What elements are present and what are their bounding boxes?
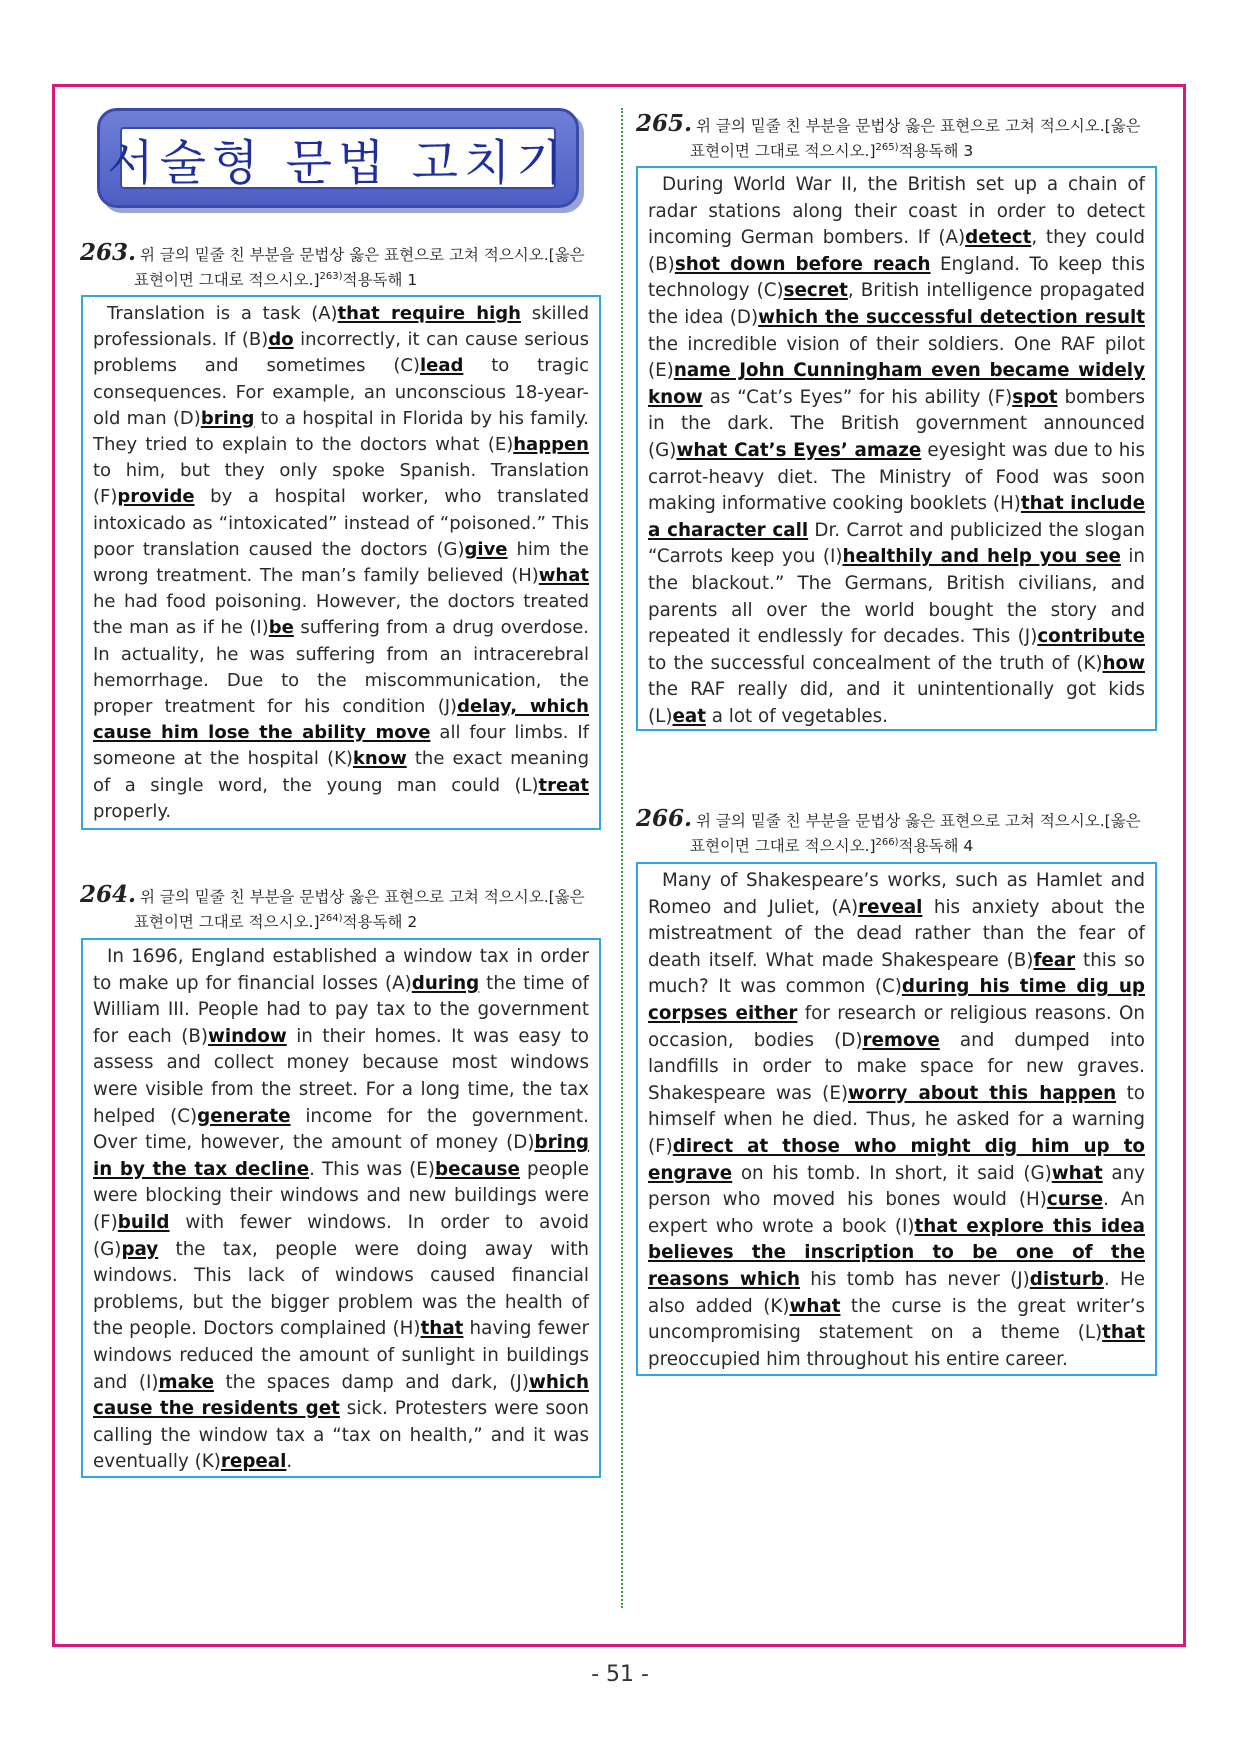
underlined-target: provide [117,486,195,508]
instruction-line-2: 표현이면 그대로 적으시오.] [690,142,876,161]
underlined-target: what [789,1295,841,1317]
passage-text: During World War II, the British set up a chain of radar stations along their coast in order to detect incoming German bombers. If (A)detect, they could (B)shot down before reach England. To keep this technology (C)secret, British intelligence propagated the idea (D)which the successful detection result the incredible vision of their soldiers. One RAF pilot (E)name John Cunningham even became widely know as “Cat’s Eyes” for his ability (F)spot bombers in the dark. The British government announced (G)what Cat’s Eyes’ amaze eyesight was due to his carrot-heavy diet. The Ministry of Food was soon making informative cooking booklets (H)that include a character call Dr. Carrot and publicized the slogan “Carrots keep you (I)healthily and help you see in the blackout.” The Germans, British civilians, and parents all over the world bought the story and repeated it endlessly for decades. This (J)contribute to the successful concealment of the truth of (K)how the RAF really did, and it unintentionally got kids (L)eat a lot of vegetables. [648,174,1146,727]
page-title: 서술형 문법 고치기 [107,134,569,191]
question-number: 266. [636,805,693,832]
underlined-target: name John Cunningham even became widely know [648,360,1145,408]
question-266-header [636,805,1141,857]
passage-box-264 [81,938,601,1478]
question-number: 263. [80,239,137,266]
underlined-target: generate [197,1105,291,1127]
underlined-target: because [435,1158,520,1180]
underlined-target: bring in by the tax decline [93,1132,589,1180]
underlined-target: disturb [1029,1268,1104,1290]
underlined-target: do [268,329,294,351]
underlined-target: eat [672,705,706,727]
source-label: 적용독해 1 [342,271,418,290]
instruction-line-1: 위 글의 밑줄 친 부분을 문법상 옳은 표현으로 고쳐 적으시오.[옳은 [696,117,1141,135]
question-number: 264. [80,881,137,908]
underlined-target: that explore this idea believes the inscription to be one of the reasons which [648,1215,1145,1290]
underlined-target: know [352,748,407,770]
underlined-target: that [1102,1322,1145,1344]
underlined-target: bring [200,407,255,429]
passage-text: In 1696, England established a window tax in order to make up for financial losses (A)during the time of William III. People had to pay tax to the government for each (B)window in their homes. It was easy to assess and collect money because most windows were visible from the street. For a long time, the tax helped (C)generate income for the government. Over time, however, the amount of money (D)bring in by the tax decline. This was (E)because people were blocking their windows and new buildings were (F)build with fewer windows. In order to avoid (G)pay the tax, people were doing away with windows. This lack of windows caused financial problems, but the bigger problem was the health of the people. Doctors complained (H)that having fewer windows reduced the amount of sunlight in buildings and (I)make the spaces damp and dark, (J)which cause the residents get sick. Protesters were soon calling the window tax a “tax on health,” and it was eventually (K)repeal. [93,946,590,1473]
passage-box-266 [636,862,1157,1376]
underlined-target: fear [1033,949,1076,971]
source-label: 적용독해 4 [898,837,974,856]
question-number: 265. [636,110,693,137]
footnote-ref: 266) [875,837,899,848]
underlined-target: lead [419,355,464,377]
underlined-target: that include a character call [648,493,1145,541]
source-label: 적용독해 2 [342,913,418,932]
footnote-ref: 263) [319,271,343,282]
underlined-target: which the successful detection result [758,306,1145,328]
underlined-target: pay [121,1238,159,1260]
underlined-target: give [464,538,508,560]
underlined-target: build [117,1211,170,1233]
underlined-target: direct at those who might dig him up to engrave [648,1135,1145,1184]
underlined-target: what [538,565,589,587]
underlined-target: reveal [858,896,923,918]
underlined-target: worry about this happen [848,1082,1117,1104]
instruction-line-2: 표현이면 그대로 적으시오.] [134,913,320,932]
underlined-target: repeal [220,1451,287,1473]
question-263-header [80,239,585,291]
underlined-target: what [1051,1162,1103,1184]
passage-text: Many of Shakespeare’s works, such as Hamlet and Romeo and Juliet, (A)reveal his anxiety about the mistreatment of the dead rather than the fear of death itself. What made Shakespeare (B)fear this so much? It was common (C)during his time dig up corpses either for research or religious reasons. On occasion, bodies (D)remove and dumped into landfills in order to make space for new graves. Shakespeare was (E)worry about this happen to himself when he died. Thus, he asked for a warning (F)direct at those who might dig him up to engrave on his tomb. In short, it said (G)what any person who moved his bones would (H)curse. An expert who wrote a book (I)that explore this idea believes the inscription to be one of the reasons which his tomb has never (J)disturb. He also added (K)what the curse is the great writer’s uncompromising statement on a theme (L)that preoccupied him throughout his entire career. [648,870,1146,1370]
footnote-ref: 265) [875,142,899,153]
underlined-target: that require high [337,303,521,324]
passage-box-265 [636,166,1157,731]
passage-box-263 [81,295,601,830]
underlined-target: curse [1046,1189,1104,1211]
underlined-target: treat [538,774,589,796]
instruction-line-1: 위 글의 밑줄 친 부분을 문법상 옳은 표현으로 고쳐 적으시오.[옳은 [140,888,585,906]
instruction-line-1: 위 글의 밑줄 친 부분을 문법상 옳은 표현으로 고쳐 적으시오.[옳은 [140,246,585,264]
underlined-target: during his time dig up corpses either [648,976,1145,1024]
title-banner-inner [107,127,569,191]
underlined-target: happen [513,434,589,456]
instruction-line-2: 표현이면 그대로 적으시오.] [690,837,876,856]
underlined-target: remove [862,1029,940,1051]
question-265-header [636,110,1141,162]
underlined-target: contribute [1037,626,1145,648]
title-banner [97,108,579,208]
underlined-target: which cause the residents get [93,1371,589,1420]
underlined-target: during [411,972,480,994]
underlined-target: healthily and help you see [842,546,1121,568]
underlined-target: delay, which cause him lose the ability move [93,696,589,744]
footnote-ref: 264) [319,913,343,924]
underlined-target: detect [965,227,1032,249]
underlined-target: shot down before reach [674,253,931,275]
passage-text: Translation is a task (A)that require high skilled professionals. If (B)do incorrectly, it can cause serious problems and sometimes (C)lead to tragic consequences. For example, an unconscious 18-year-old man (D)bring to a hospital in Florida by his family. They tried to explain to the doctors what (E)happen to him, but they only spoke Spanish. Translation (F)provide by a hospital worker, who translated intoxicado as “intoxicated” instead of “poisoned.” This poor translation caused the doctors (G)give him the wrong treatment. The man’s family believed (H)what he had food poisoning. However, the doctors treated the man as if he (I)be suffering from a drug overdose. In actuality, he was suffering from an intracerebral hemorrhage. Due to the miscommunication, the proper treatment for his condition (J)delay, which cause him lose the ability move all four limbs. If someone at the hospital (K)know the exact meaning of a single word, the young man could (L)treat properly. [93,303,590,822]
page-number: - 51 - [591,1662,649,1687]
underlined-target: window [208,1025,287,1047]
question-264-header [80,881,585,933]
underlined-target: that [420,1318,464,1340]
underlined-target: how [1102,652,1145,674]
underlined-target: be [268,617,294,639]
underlined-target: what Cat’s Eyes’ amaze [676,439,922,461]
column-divider [621,108,623,1608]
underlined-target: secret [783,280,848,302]
instruction-line-1: 위 글의 밑줄 친 부분을 문법상 옳은 표현으로 고쳐 적으시오.[옳은 [696,812,1141,830]
instruction-line-2: 표현이면 그대로 적으시오.] [134,271,320,290]
underlined-target: spot [1012,386,1058,408]
source-label: 적용독해 3 [898,142,974,161]
underlined-target: make [158,1371,214,1393]
